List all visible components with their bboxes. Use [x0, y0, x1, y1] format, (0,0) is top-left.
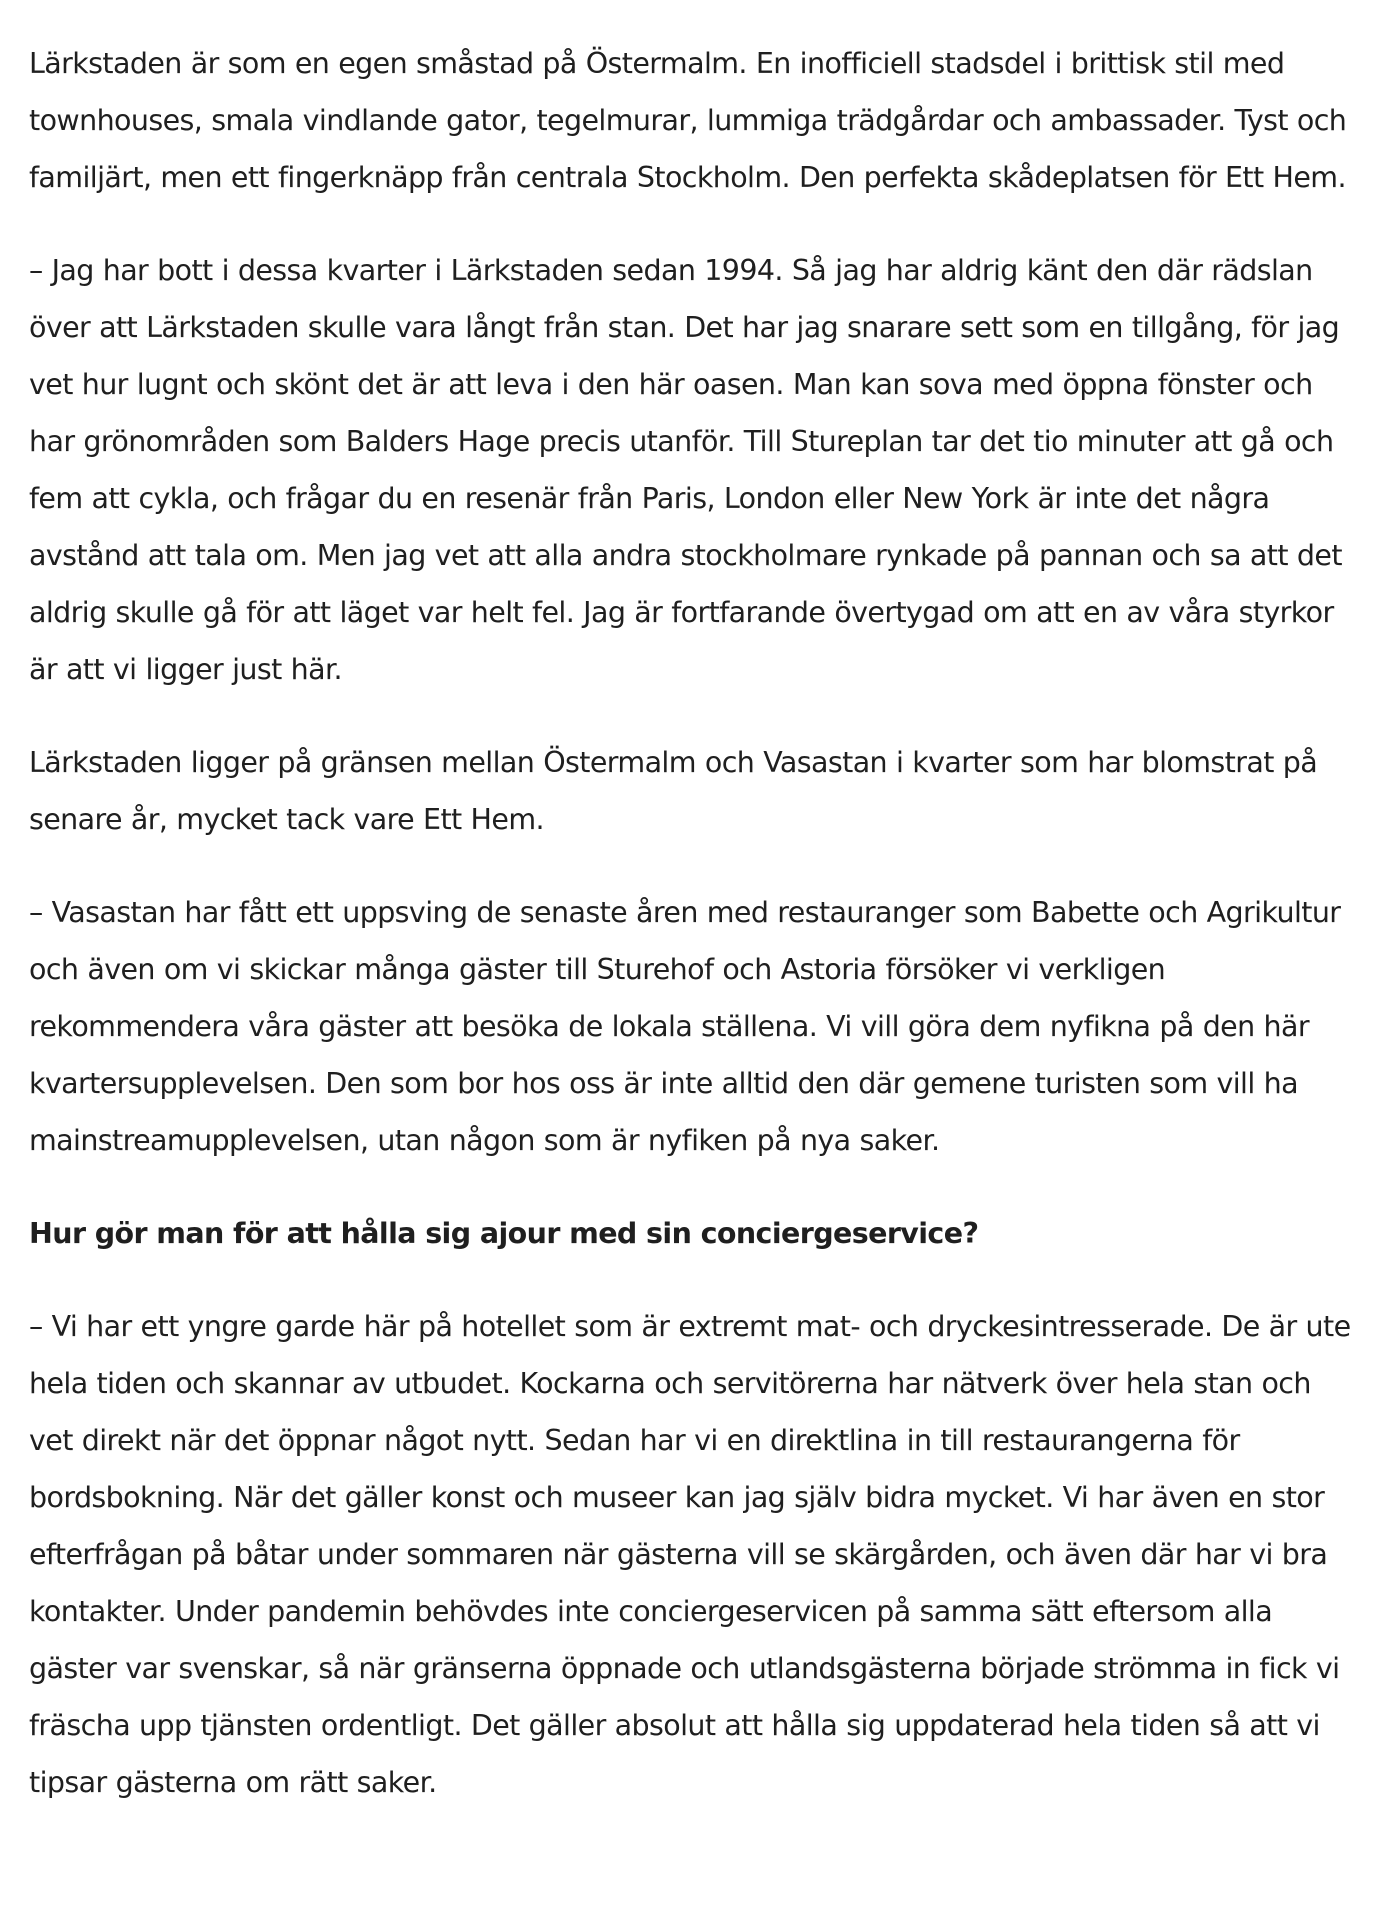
paragraph-neighborhood: Lärkstaden ligger på gränsen mellan Östermalm och Vasastan i kvarter som har blomstrat på senare år, mycket tack vare Ett Hem. [29, 746, 1318, 836]
paragraph-quote-location: – Jag har bott i dessa kvarter i Lärkstaden sedan 1994. Så jag har aldrig känt den där rädslan över att Lärkstaden skulle vara långt från stan. Det har jag snarare sett som en tillgång, för jag vet hur lugnt och skönt det är att leva i den här oasen. Man kan sova med öppna fönster och har grönområden som Balders Hage precis utanför. Till Stureplan tar det tio minuter att gå och fem att cykla, och frågar du en resenär från Paris, London eller New York är inte det några avstånd att tala om. Men jag vet att alla andra stockholmare rynkade på pannan och sa att det aldrig skulle gå för att läget var helt fel. Jag är fortfarande övertygad om att en av våra styrkor är att vi ligger just här. [29, 254, 1342, 686]
article-body [29, 35, 1351, 1847]
question-heading: Hur gör man för att hålla sig ajour med sin conciergeservice? [29, 1217, 979, 1250]
paragraph-quote-restaurants: – Vasastan har fått ett uppsving de senaste åren med restauranger som Babette och Agrikultur och även om vi skickar många gäster till Sturehof och Astoria försöker vi verkligen rekommendera våra gäster att besöka de lokala ställena. Vi vill göra dem nyfikna på den här kvartersupplevelsen. Den som bor hos oss är inte alltid den där gemene turisten som vill ha mainstreamupplevelsen, utan någon som är nyfiken på nya saker. [29, 896, 1341, 1157]
paragraph-answer: – Vi har ett yngre garde här på hotellet som är extremt mat- och dryckesintresserade. De är ute hela tiden och skannar av utbudet. Kockarna och servitörerna har nätverk över hela stan och vet direkt när det öppnar något nytt. Sedan har vi en direktlina in till restaurangerna för bordsbokning. När det gäller konst och museer kan jag själv bidra mycket. Vi har även en stor efterfrågan på båtar under sommaren när gästerna vill se skärgården, och även där har vi bra kontakter. Under pandemin behövdes inte conciergeservicen på samma sätt eftersom alla gäster var svenskar, så när gränserna öppnade och utlandsgästerna började strömma in fick vi fräscha upp tjänsten ordentligt. Det gäller absolut att hålla sig uppdaterad hela tiden så att vi tipsar gästerna om rätt saker. [29, 1310, 1351, 1799]
paragraph-intro: Lärkstaden är som en egen småstad på Östermalm. En inofficiell stadsdel i brittisk stil med townhouses, smala vindlande gator, tegelmurar, lummiga trädgårdar och ambassader. Tyst och familjärt, men ett fingerknäpp från centrala Stockholm. Den perfekta skådeplatsen för Ett Hem. [29, 47, 1347, 194]
